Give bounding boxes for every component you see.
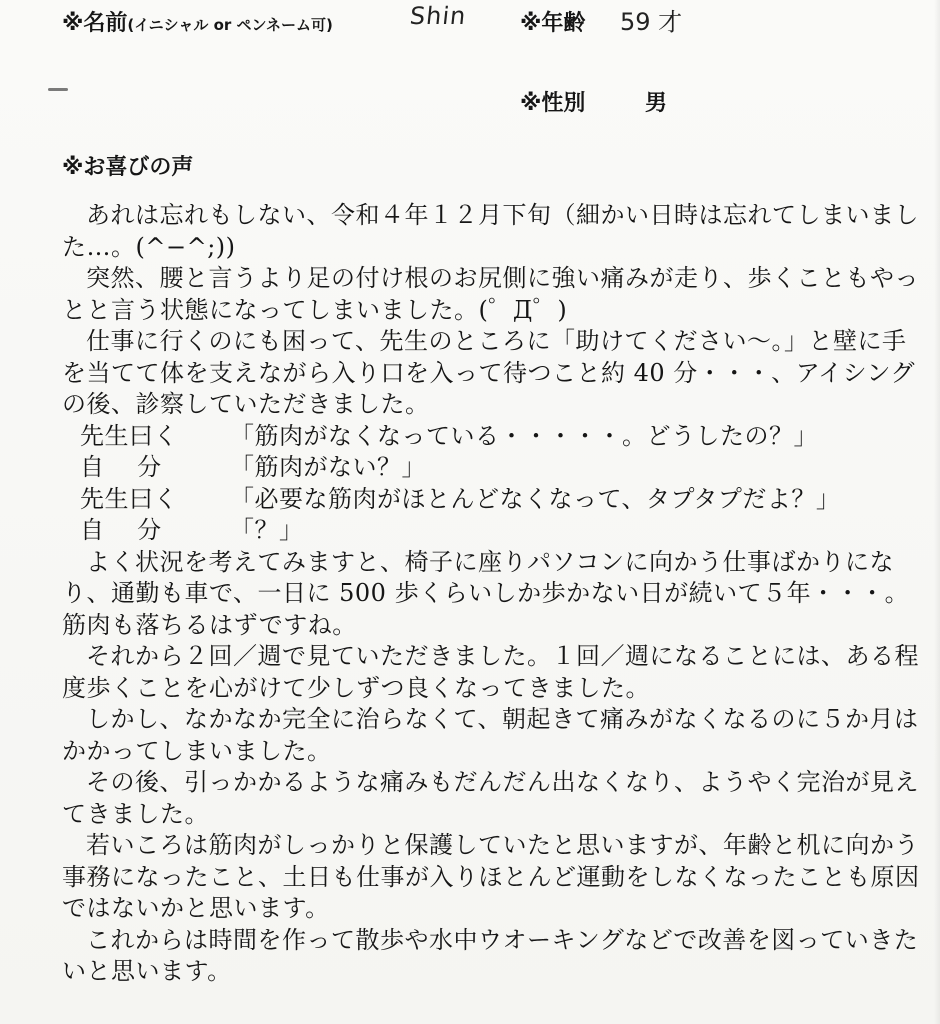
name-label-text: ※名前 bbox=[62, 11, 128, 36]
dialogue-text: 「筋肉がない？」 bbox=[230, 453, 426, 481]
dialogue-speaker: 自 分 bbox=[80, 453, 162, 481]
dialogue-speaker: 先生曰く bbox=[80, 421, 178, 450]
paragraph-1: あれは忘れもしない、令和４年１２月下旬（細かい日時は忘れてしまいました…。(^−^;)) bbox=[62, 201, 919, 261]
dialogue-speaker: 自 分 bbox=[80, 516, 162, 544]
paragraph-2: 突然、腰と言うより足の付け根のお尻側に強い痛みが走り、歩くこともやっとと言う状態になってしまいました。(゜Д゜) bbox=[62, 264, 919, 324]
dialogue-text: 「必要な筋肉がほとんどなくなって、タプタプだよ？」 bbox=[230, 484, 841, 513]
dialogue-speaker: 先生曰く bbox=[80, 484, 178, 513]
name-label-note: (イニシャル or ペンネーム可) bbox=[127, 16, 333, 34]
scan-edge-shadow bbox=[934, 0, 940, 1024]
dialogue-line-2 bbox=[62, 452, 920, 484]
dialogue-line-3 bbox=[62, 484, 920, 516]
section-title: ※お喜びの声 bbox=[62, 155, 194, 180]
paragraph-7: その後、引っかかるような痛みもだんだん出なくなり、ようやく完治が見えてきました。 bbox=[62, 768, 919, 828]
paragraph-3: 仕事に行くのにも困って、先生のところに「助けてください〜。」と壁に手を当てて体を支えながら入り口を入って待つこと約 40 分・・・、アイシングの後、診察していただきました。 bbox=[62, 327, 916, 418]
dialogue-text: 「？」 bbox=[230, 516, 304, 544]
name-value: Shin bbox=[408, 2, 468, 30]
dialogue-line-1 bbox=[62, 421, 920, 453]
paragraph-8: 若いころは筋肉がしっかりと保護していたと思いますが、年齢と机に向かう事務になったこと、土日も仕事が入りほとんど運動をしなくなったことも原因ではないかと思います。 bbox=[62, 831, 920, 922]
age-label: ※年齢 bbox=[520, 11, 586, 36]
paragraph-6: しかし、なかなか完全に治らなくて、朝起きて痛みがなくなるのに５か月はかかってしまいました。 bbox=[62, 705, 919, 765]
paragraph-4: よく状況を考えてみますと、椅子に座りパソコンに向かう仕事ばかりになり、通勤も車で、一日に 500 歩くらいしか歩かない日が続いて５年・・・。筋肉も落ちるはずですね。 bbox=[62, 547, 910, 639]
paragraph-9: これからは時間を作って散歩や水中ウオーキングなどで改善を図っていきたいと思います。 bbox=[62, 925, 919, 985]
dialogue-text: 「筋肉がなくなっている・・・・・。どうしたの？」 bbox=[230, 421, 818, 450]
sex-value: 男 bbox=[645, 91, 668, 116]
age-value: 59 才 bbox=[620, 8, 683, 36]
dialogue-line-4 bbox=[62, 515, 920, 547]
sex-label: ※性別 bbox=[520, 91, 586, 116]
name-label bbox=[62, 6, 333, 37]
ink-blot bbox=[48, 88, 68, 91]
testimonial-body bbox=[62, 200, 920, 988]
paragraph-5: それから２回／週で見ていただきました。１回／週になることには、ある程度歩くことを心がけて少しずつ良くなってきました。 bbox=[62, 642, 919, 702]
